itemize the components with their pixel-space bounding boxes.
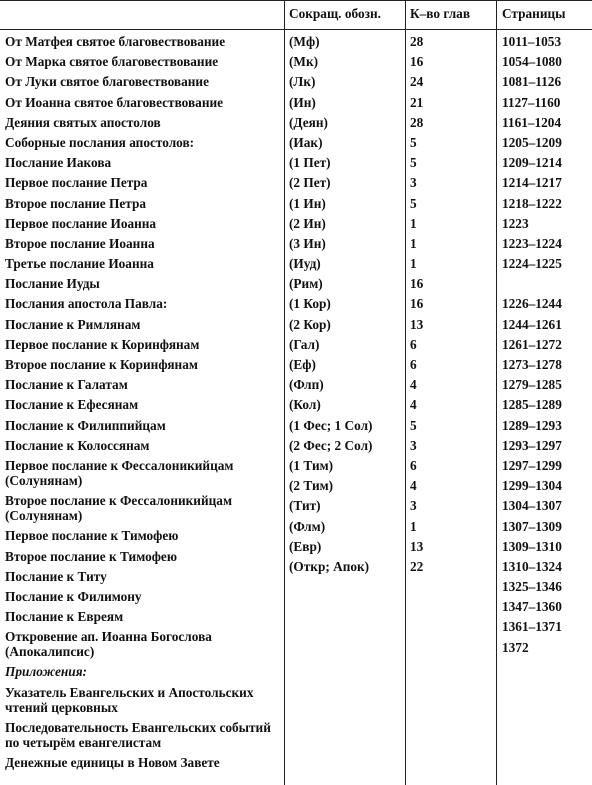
table-row-chapter-count: 16 (410, 296, 424, 312)
table-row-chapter-count: 21 (410, 94, 424, 110)
abbreviations-column (289, 34, 405, 579)
table-row-abbreviation: (3 Ин) (289, 235, 326, 251)
table-row-abbreviation: (Деян) (289, 114, 328, 130)
table-row-chapter-count: 22 (410, 558, 424, 574)
table-row-chapter-count: 4 (410, 377, 417, 393)
table-row-chapter-count: 13 (410, 538, 424, 554)
table-row-abbreviation: (1 Тим) (289, 457, 334, 473)
table-row-abbreviation: (Гал) (289, 336, 320, 352)
table-row-pages: 1279–1285 (502, 377, 562, 393)
table-row-abbreviation: (2 Пет) (289, 175, 331, 191)
table-row-abbreviation: (Флп) (289, 377, 324, 393)
table-row-chapter-count: 3 (410, 175, 417, 191)
table-row-pages: 1372 (502, 639, 529, 655)
table-row-chapter-count: 5 (410, 155, 417, 171)
table-row-abbreviation: (Иак) (289, 134, 323, 150)
table-row-pages: 1223–1224 (502, 235, 562, 251)
table-row-chapter-count: 13 (410, 316, 424, 332)
table-row-title: Откровение ап. Иоанна Богослова (Апокалипсис) (5, 629, 212, 660)
table-row-pages: 1307–1309 (502, 518, 562, 534)
table-row-abbreviation: (Лк) (289, 74, 316, 90)
table-row-chapter-count: 4 (410, 478, 417, 494)
table-row-pages: 1218–1222 (502, 195, 562, 211)
table-row-abbreviation: (Евр) (289, 538, 322, 554)
table-row-title: Послание к Евреям (5, 609, 124, 625)
table-row-abbreviation: (2 Кор) (289, 316, 331, 332)
table-row-pages: 1226–1244 (502, 296, 562, 312)
table-row-pages: 1293–1297 (502, 437, 562, 453)
column-divider-3 (496, 0, 497, 785)
table-row-title: Второе послание к Фессалоникийцам (Солунянам) (5, 493, 232, 524)
table-row-abbreviation: (Мк) (289, 54, 319, 70)
table-row-abbreviation: (Иуд) (289, 256, 321, 272)
table-row-pages: 1214–1217 (502, 175, 562, 191)
table-row-pages: 1161–1204 (502, 114, 562, 130)
header-pages: Страницы (502, 6, 566, 21)
table-row-title: Послание к Филимону (5, 588, 142, 604)
table-row-title: Послание к Филиппийцам (5, 417, 166, 433)
table-row-title: Послание Иуды (5, 276, 100, 292)
table-row-pages: 1310–1324 (502, 558, 562, 574)
table-row-abbreviation: (1 Кор) (289, 296, 331, 312)
table-row-chapter-count: 6 (410, 457, 417, 473)
table-row-abbreviation: (1 Ин) (289, 195, 326, 211)
table-row-title: Послание к Римлянам (5, 316, 141, 332)
table-row-abbreviation: (Флм) (289, 518, 326, 534)
table-row-abbreviation: (Рим) (289, 276, 323, 292)
table-row-pages: 1299–1304 (502, 478, 562, 494)
table-row-chapter-count: 3 (410, 498, 417, 514)
table-row-chapter-count: 1 (410, 215, 417, 231)
table-row-abbreviation: (2 Фес; 2 Сол) (289, 437, 373, 453)
table-row-title: Первое послание к Тимофею (5, 528, 179, 544)
table-row-pages (502, 276, 590, 291)
table-row-title: Второе послание к Коринфянам (5, 357, 198, 372)
table-row-abbreviation: (Тит) (289, 498, 321, 514)
pages-column (502, 34, 590, 660)
table-row-title: Третье послание Иоанна (5, 256, 154, 272)
table-row-title: Денежные единицы в Новом Завете (5, 755, 220, 770)
header-rule (0, 29, 592, 30)
table-row-title: Послание к Галатам (5, 377, 128, 393)
table-row-title: Приложения: (5, 664, 87, 680)
titles-column (5, 34, 283, 775)
table-row-pages: 1209–1214 (502, 155, 562, 171)
table-row-chapter-count: 3 (410, 437, 417, 453)
table-row-title: Второе послание Иоанна (5, 235, 155, 251)
table-row-title: От Луки святое благовествование (5, 74, 209, 90)
table-row-pages: 1205–1209 (502, 134, 562, 150)
table-row-title: Деяния святых апостолов (5, 114, 161, 130)
table-row-abbreviation: (Мф) (289, 34, 320, 49)
table-row-chapter-count: 4 (410, 397, 417, 413)
table-row-title: Последовательность Евангельских событий по четырём евангелистам (5, 719, 271, 750)
table-row-chapter-count: 6 (410, 336, 417, 352)
table-row-pages: 1224–1225 (502, 256, 562, 272)
table-row-abbreviation: (2 Тим) (289, 478, 334, 494)
table-row-pages: 1261–1272 (502, 336, 562, 352)
table-row-title: Послание Иакова (5, 155, 112, 171)
table-row-title: От Иоанна святое благовествование (5, 94, 224, 110)
table-row-chapter-count: 28 (410, 34, 424, 49)
table-row-title: Послание к Ефесянам (5, 397, 139, 413)
table-row-abbreviation: (1 Пет) (289, 155, 331, 171)
table-row-pages: 1309–1310 (502, 538, 562, 554)
column-divider-1 (284, 0, 285, 785)
table-row-title: Указатель Евангельских и Апостольских чтений церковных (5, 684, 254, 715)
table-row-pages: 1347–1360 (502, 599, 562, 615)
table-row-chapter-count: 5 (410, 417, 417, 433)
table-row-chapter-count: 5 (410, 134, 417, 150)
table-row-pages: 1325–1346 (502, 579, 562, 595)
table-row-pages: 1011–1053 (502, 34, 562, 49)
header-chapter-count: К–во глав (410, 6, 471, 21)
table-row-pages: 1285–1289 (502, 397, 562, 413)
table-row-pages: 1273–1278 (502, 357, 562, 372)
table-row-title: Первое послание Иоанна (5, 215, 157, 231)
table-row-pages: 1223 (502, 215, 529, 231)
table-row-chapter-count: 24 (410, 74, 424, 90)
table-row-chapter-count: 1 (410, 235, 417, 251)
table-row-title: Первое послание Петра (5, 175, 148, 191)
table-row-title: Второе послание к Тимофею (5, 548, 177, 564)
table-row-title: От Марка святое благовествование (5, 54, 219, 70)
table-row-pages: 1127–1160 (502, 94, 561, 110)
table-row-pages: 1297–1299 (502, 457, 562, 473)
table-row-pages: 1304–1307 (502, 498, 562, 514)
table-row-chapter-count: 16 (410, 54, 424, 70)
chapter-count-column (410, 34, 496, 579)
table-row-abbreviation: (Еф) (289, 357, 316, 372)
table-row-abbreviation: (Ин) (289, 94, 316, 110)
table-row-chapter-count: 6 (410, 357, 417, 372)
table-row-chapter-count: 1 (410, 518, 417, 534)
table-row-title: Первое послание к Фессалоникийцам (Солунянам) (5, 457, 234, 488)
table-row-pages: 1361–1371 (502, 619, 562, 635)
table-top-rule (0, 0, 592, 1)
table-row-pages: 1244–1261 (502, 316, 562, 332)
table-row-abbreviation: (1 Фес; 1 Сол) (289, 417, 373, 433)
table-row-abbreviation: (Кол) (289, 397, 321, 413)
table-row-title: Послание к Колоссянам (5, 437, 150, 453)
table-row-title: Соборные послания апостолов: (5, 134, 195, 150)
table-row-title: От Матфея святое благовествование (5, 34, 226, 49)
header-abbreviation: Сокращ. обозн. (289, 6, 381, 21)
table-row-title: Послание к Титу (5, 568, 107, 584)
table-row-title: Послания апостола Павла: (5, 296, 168, 312)
table-row-pages: 1081–1126 (502, 74, 562, 90)
table-row-abbreviation: (2 Ин) (289, 215, 326, 231)
column-divider-2 (405, 0, 406, 785)
table-row-pages: 1289–1293 (502, 417, 562, 433)
table-row-abbreviation: (Откр; Апок) (289, 558, 370, 574)
table-row-chapter-count: 5 (410, 195, 417, 211)
table-row-title: Первое послание к Коринфянам (5, 336, 200, 352)
table-row-chapter-count: 28 (410, 114, 424, 130)
table-row-title: Второе послание Петра (5, 195, 146, 211)
table-row-chapter-count: 1 (410, 256, 417, 272)
table-row-chapter-count: 16 (410, 276, 424, 292)
table-row-pages: 1054–1080 (502, 54, 562, 70)
